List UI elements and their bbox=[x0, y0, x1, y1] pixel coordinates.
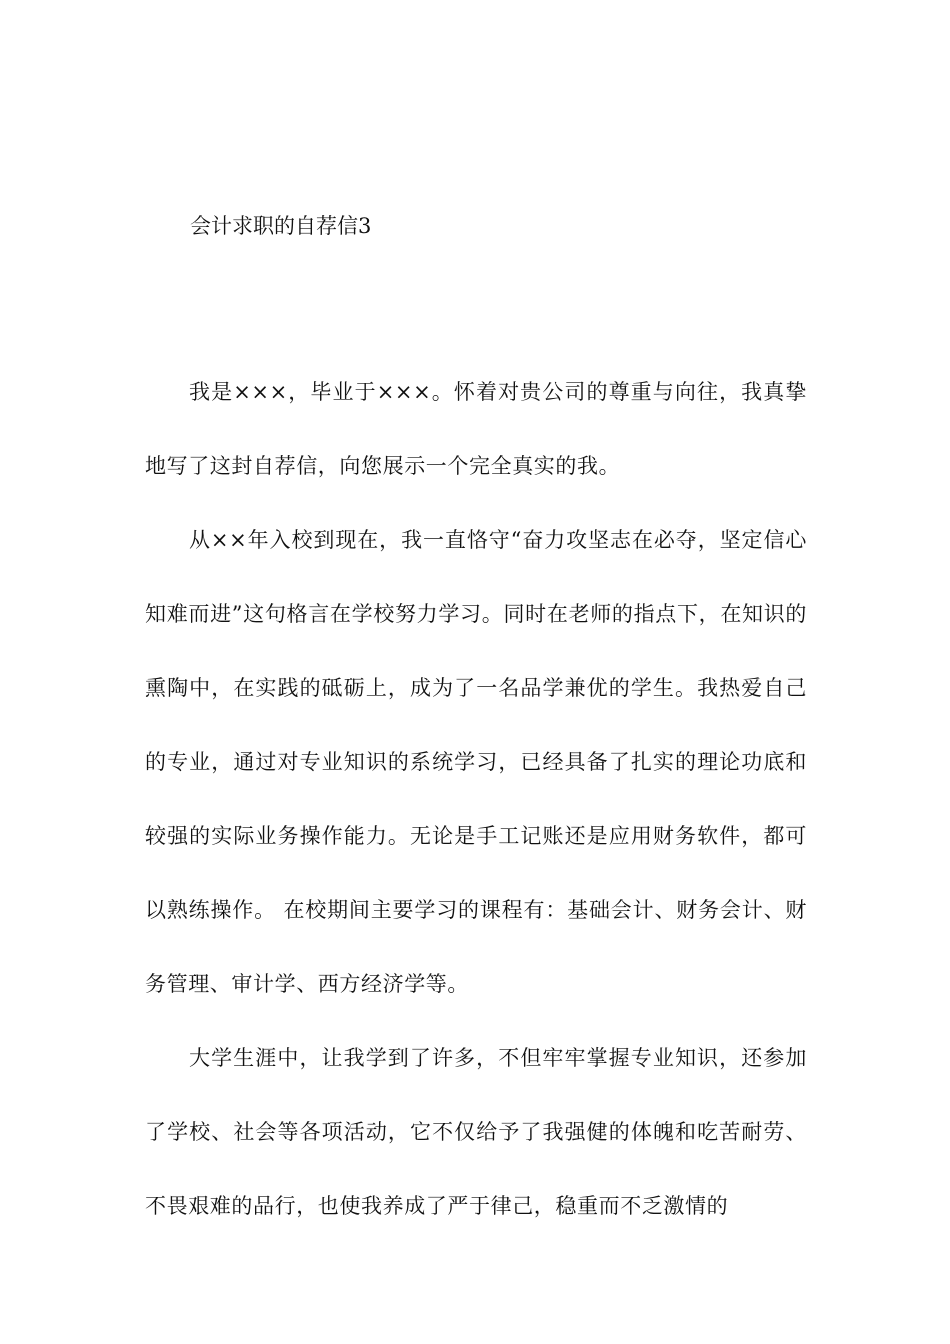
paragraph-introduction: 我是×××，毕业于×××。怀着对贵公司的尊重与向往，我真挚地写了这封自荐信，向您展示一个完全真实的我。 bbox=[145, 380, 807, 478]
paragraph-activities: 大学生涯中，让我学到了许多，不但牢牢掌握专业知识，还参加了学校、社会等各项活动，它不仅给予了我强健的体魄和吃苦耐劳、不畏艰难的品行，也使我养成了严于律己，稳重而不乏激情的 bbox=[145, 1046, 807, 1218]
letter-body bbox=[145, 355, 807, 1243]
paragraph-education: 从××年入校到现在，我一直恪守“奋力攻坚志在必夺，坚定信心知难而进”这句格言在学校努力学习。同时在老师的指点下，在知识的熏陶中，在实践的砥砺上，成为了一名品学兼优的学生。我热爱自己的专业，通过对专业知识的系统学习，已经具备了扎实的理论功底和较强的实际业务操作能力。无论是手工记账还是应用财务软件，都可以熟练操作。 在校期间主要学习的课程有：基础会计、财务会计、财务管理、审计学、西方经济学等。 bbox=[145, 528, 807, 996]
document-title: 会计求职的自荐信3 bbox=[190, 214, 372, 238]
